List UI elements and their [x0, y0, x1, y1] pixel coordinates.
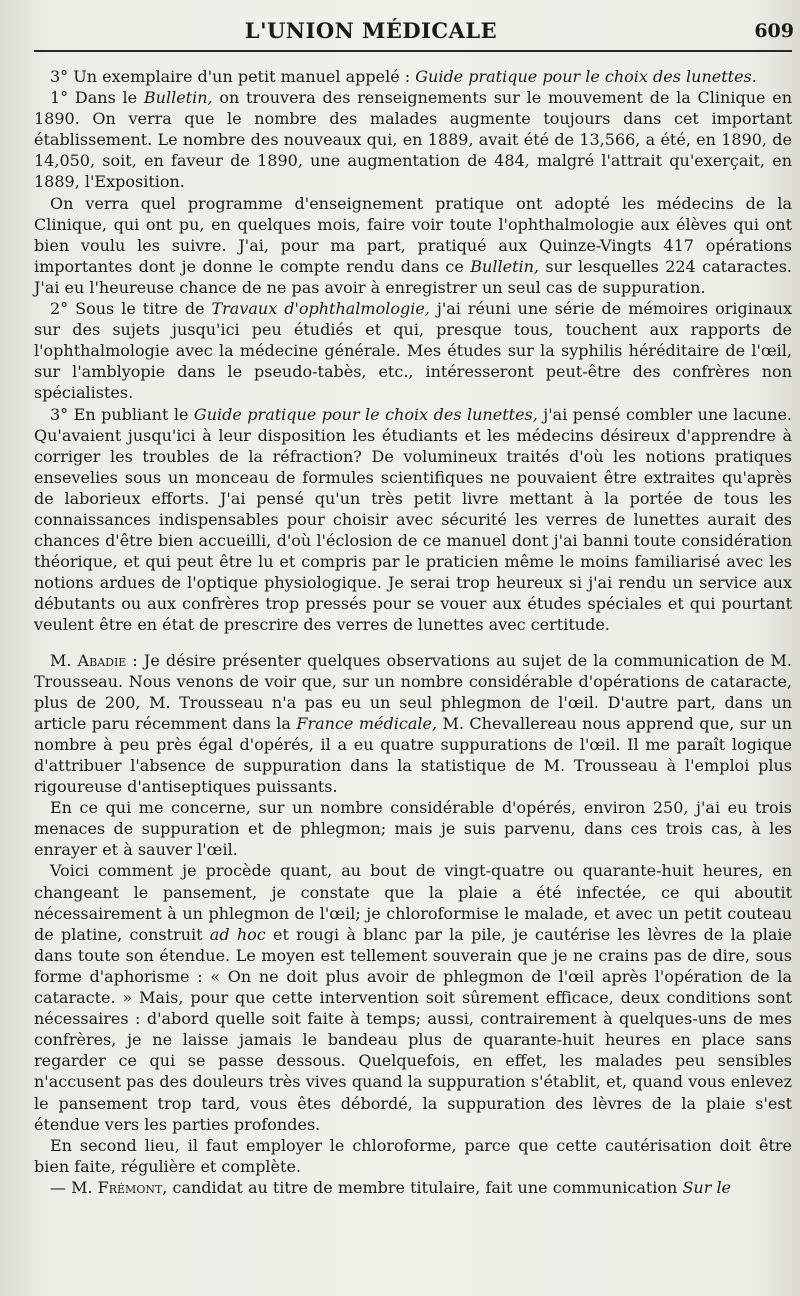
body-text [34, 66, 792, 1198]
paragraph-item-3: 3° Un exemplaire d'un petit manuel appelé : Guide pratique pour le choix des lunettes. [50, 67, 757, 86]
header-rule [34, 50, 792, 52]
paragraph-procede: Voici comment je procède quant, au bout de vingt-quatre ou quarante-huit heures, en changeant le pansement, je constate que la plaie a été infectée, ce qui aboutit nécessairement à un phlegmon de l'œil; je chloroformise le malade, et avec un petit couteau de platine, construit ad hoc et rougi à blanc par la pile, je cautérise les lèvres de la plaie dans toute son étendue. Le moyen est tellement souverain que je ne crains pas de dire, sous forme d'aphorisme : « On ne doit plus avoir de phlegmon de l'œil après l'opération de la cataracte. » Mais, pour que cette intervention soit sûrement efficace, deux conditions sont nécessaires : d'abord quelle soit faite à temps; aussi, contrairement à quelques-uns de mes confrères, je ne laisse jamais le bandeau plus de quarante-huit heures en place sans regarder ce qui se passe dessous. Quelquefois, en effet, les malades peu sensibles n'accusent pas des douleurs très vives quand la suppuration s'établit, et, quand vous enlevez le pansement trop tard, vous êtes débordé, la suppuration des lèvres de la plaie s'est étendue vers les parties profondes. [34, 861, 793, 1134]
paragraph-concerne: En ce qui me concerne, sur un nombre considérable d'opérés, environ 250, j'ai eu trois menaces de suppuration et de phlegmon; mais je suis parvenu, dans ces trois cas, à les enrayer et à sauver l'œil. [34, 798, 792, 860]
paragraph-bulletin: 1° Dans le Bulletin, on trouvera des renseignements sur le mouvement de la Clinique en 1890. On verra que le nombre des malades augmente toujours dans cet important établissement. Le nombre des nouveaux qui, en 1889, avait été de 13,566, a été, en 1890, de 14,050, soit, en faveur de 1890, une augmentation de 484, malgré l'attrait qu'exerçait, en 1889, l'Exposition. [34, 88, 792, 192]
paragraph-abadie: M. Abadie : Je désire présenter quelques observations au sujet de la communication de M. Trousseau. Nous venons de voir que, sur un nombre considérable d'opérations de cataracte, plus de 200, M. Trousseau n'a pas eu un seul phlegmon de l'œil. D'autre part, dans un article paru récemment dans la France médicale, M. Chevallereau nous apprend que, sur un nombre à peu près égal d'opérés, il a eu quatre suppurations de l'œil. Il me paraît logique d'attribuer l'absence de suppuration dans la statistique de M. Trousseau à l'emploi plus rigoureuse d'antiseptiques puissants. [34, 650, 793, 797]
page-number: 609 [754, 20, 794, 42]
journal-title: L'UNION MÉDICALE [244, 18, 498, 43]
running-header [34, 16, 794, 46]
paragraph-second-lieu: En second lieu, il faut employer le chloroforme, parce que cette cautérisation doit être bien faite, régulière et complète. [34, 1135, 792, 1176]
paragraph-programme: On verra quel programme d'enseignement pratique ont adopté les médecins de la Clinique, qui ont pu, en quelques mois, faire voir toute l'ophthalmologie aux élèves qui ont bien voulu les suivre. J'ai, pour ma part, pratiqué aux Quinze-Vingts 417 opérations importantes dont je donne le compte rendu dans ce Bulletin, sur lesquelles 224 cataractes. J'ai eu l'heureuse chance de ne pas avoir à enregistrer un seul cas de suppuration. [34, 193, 792, 297]
paragraph-guide: 3° En publiant le Guide pratique pour le choix des lunettes, j'ai pensé combler une lacune. Qu'avaient jusqu'ici à leur disposition les étudiants et les médecins désireux d'apprendre à corriger les troubles de la réfraction? De volumineux traités d'où les notions pratiques ensevelies sous un monceau de formules scientifiques ne pouvaient être extraites qu'après de laborieux efforts. J'ai pensé qu'un très petit livre mettant à la portée de tous les connaissances indispensables pour choisir avec sécurité les verres de lunettes aurait des chances d'être bien accueilli, d'où l'éclosion de ce manuel dont j'ai banni toute considération théorique, et qui peut être lu et compris par le praticien même le moins familiarisé avec les notions ardues de l'optique physiologique. Je serai trop heureux si j'ai rendu un service aux débutants ou aux confrères trop pressés pour se vouer aux études spéciales et qui pourtant veulent être en état de prescrire des verres de lunettes avec certitude. [34, 404, 792, 635]
paragraph-fremont: — M. Frémont, candidat au titre de membre titulaire, fait une communication Sur le [50, 1177, 732, 1197]
paragraph-travaux: 2° Sous le titre de Travaux d'ophthalmologie, j'ai réuni une série de mémoires originaux sur des sujets jusqu'ici peu étudiés et qui, presque tous, touchent aux rapports de l'ophthalmologie avec la médecine générale. Mes études sur la syphilis héréditaire de l'œil, sur l'amblyopie dans le pseudo-tabès, etc., intéresseront peut-être des confrères non spécialistes. [34, 299, 792, 403]
